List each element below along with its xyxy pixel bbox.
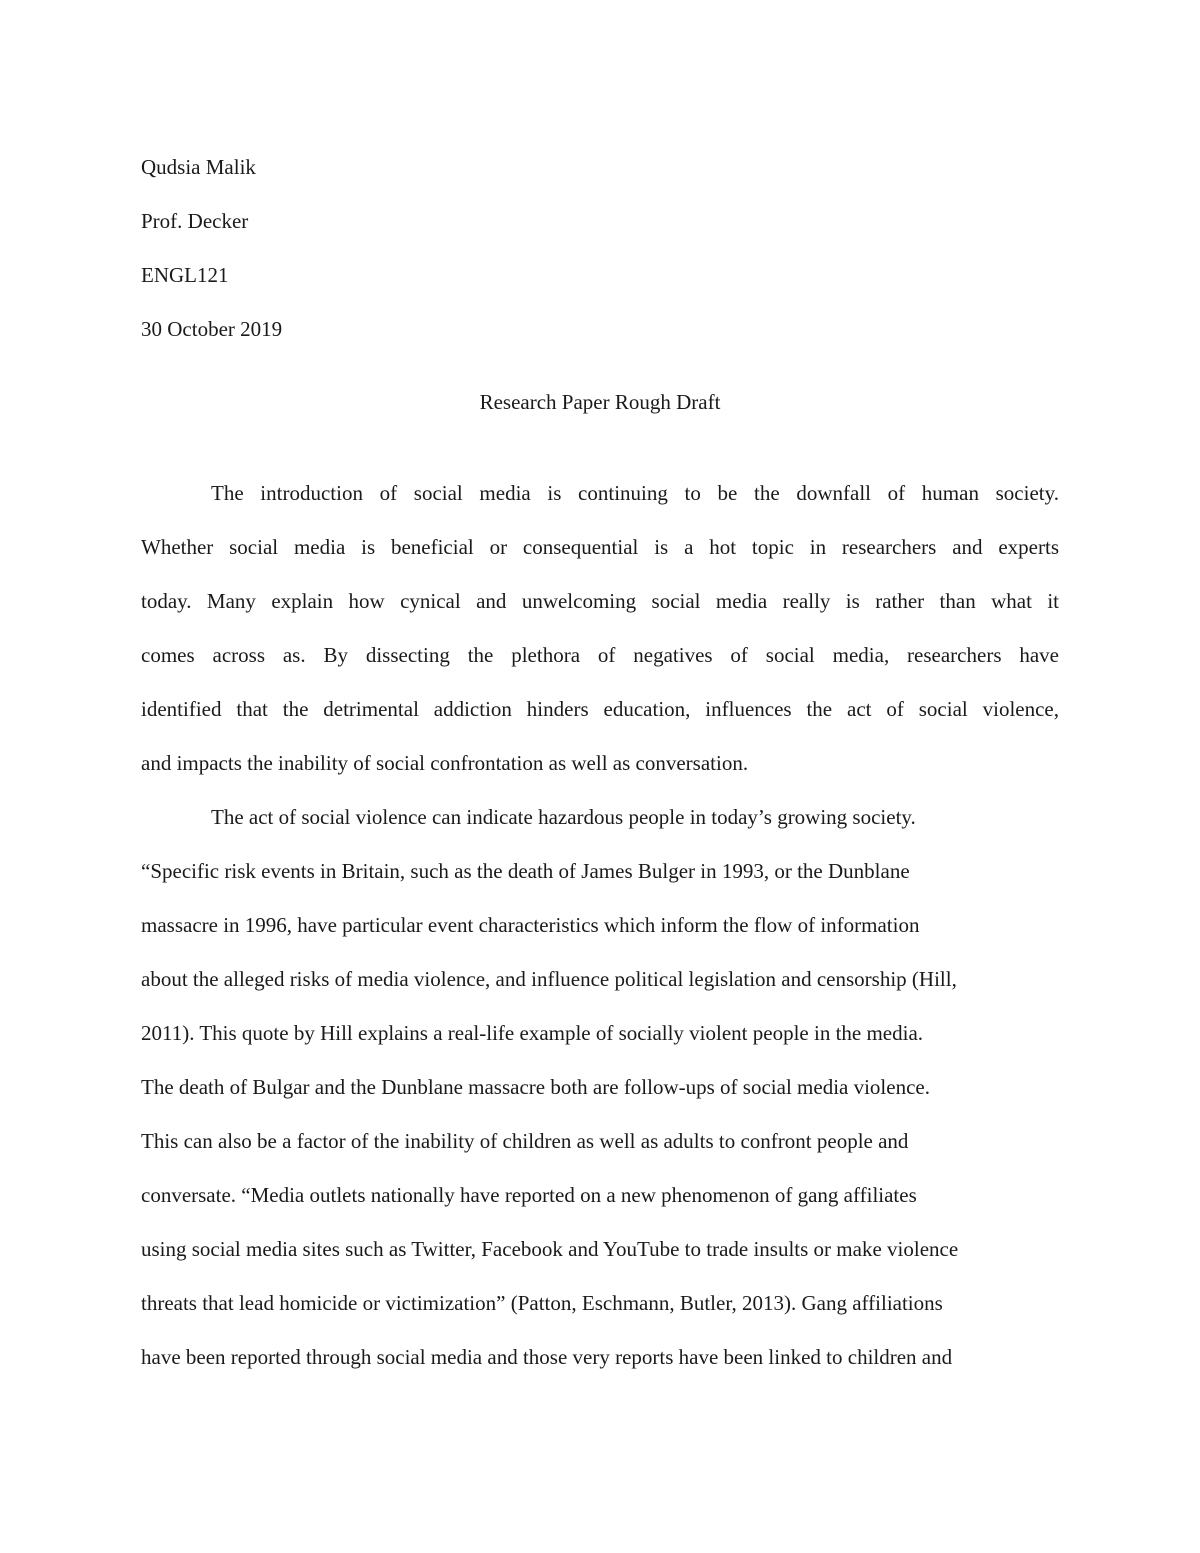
paper-body (141, 466, 1059, 1384)
heading-block (141, 140, 1059, 356)
text-line: identified that the detrimental addiction hinders education, influences the act of social violence, (141, 697, 1059, 721)
text-line: about the alleged risks of media violence, and influence political legislation and censorship (Hill, (141, 967, 957, 991)
text-line: comes across as. By dissecting the plethora of negatives of social media, researchers have (141, 643, 1059, 667)
text-line: conversate. “Media outlets nationally have reported on a new phenomenon of gang affiliates (141, 1183, 917, 1207)
paragraph (141, 466, 1059, 790)
text-line: using social media sites such as Twitter, Facebook and YouTube to trade insults or make violence (141, 1237, 959, 1261)
text-line: “Specific risk events in Britain, such as the death of James Bulger in 1993, or the Dunblane (141, 859, 910, 883)
paper-title: Research Paper Rough Draft (479, 390, 721, 414)
paragraph (141, 790, 1059, 1384)
text-line: The act of social violence can indicate hazardous people in today’s growing society. (211, 805, 916, 829)
text-line: The death of Bulgar and the Dunblane massacre both are follow-ups of social media violence. (141, 1075, 930, 1099)
text-line: Whether social media is beneficial or consequential is a hot topic in researchers and experts (141, 535, 1059, 559)
text-line: have been reported through social media and those very reports have been linked to children and (141, 1345, 953, 1369)
text-line: and impacts the inability of social confrontation as well as conversation. (141, 751, 749, 775)
instructor-name: Prof. Decker (141, 209, 249, 233)
text-line: This can also be a factor of the inability of children as well as adults to confront people and (141, 1129, 909, 1153)
author-name: Qudsia Malik (141, 155, 256, 179)
submission-date: 30 October 2019 (141, 317, 283, 341)
text-line: The introduction of social media is continuing to be the downfall of human society. (211, 481, 1059, 505)
course-code: ENGL121 (141, 263, 229, 287)
text-line: massacre in 1996, have particular event characteristics which inform the flow of information (141, 913, 920, 937)
text-line: threats that lead homicide or victimization” (Patton, Eschmann, Butler, 2013). Gang affiliations (141, 1291, 943, 1315)
text-line: today. Many explain how cynical and unwelcoming social media really is rather than what it (141, 589, 1059, 613)
text-line: 2011). This quote by Hill explains a real-life example of socially violent people in the media. (141, 1021, 924, 1045)
